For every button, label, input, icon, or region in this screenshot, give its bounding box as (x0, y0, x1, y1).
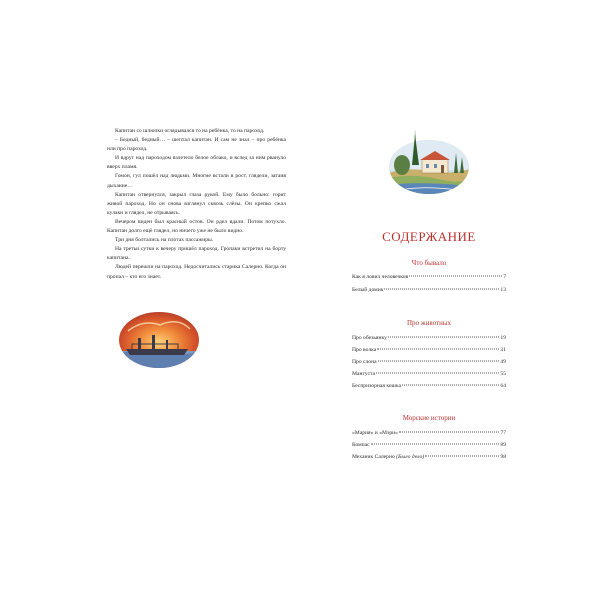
leader-dots (371, 444, 500, 445)
toc-entry-page: 31 (500, 347, 506, 353)
leader-dots (376, 373, 499, 374)
leader-dots (399, 432, 499, 433)
toc-entry-page: 89 (500, 442, 506, 448)
toc-entry-title: Белый домик (352, 287, 384, 293)
toc-entry[interactable] (352, 334, 506, 343)
toc-entry-title: Беспризорная кошка (352, 383, 401, 389)
section-heading: Морские истории (402, 414, 456, 422)
toc-entry-title (352, 453, 424, 462)
toc-entry-title: Про волка (352, 347, 377, 353)
house-on-shore-vignette (388, 123, 470, 198)
paragraph: Людей перешли на пароход. Недосчитались старика Салерно. Когда он пропал – кто его знает. (107, 264, 286, 280)
toc-entry-title: Как я ловил человечков (352, 274, 409, 280)
toc-entry[interactable] (352, 429, 506, 438)
toc-entry-page: 49 (500, 359, 506, 365)
toc-entry-title: «Мария» и «Мэри» (352, 430, 398, 436)
leader-dots (409, 276, 502, 277)
leader-dots (425, 456, 499, 457)
toc-entry[interactable] (352, 358, 506, 367)
paragraph: Капитан со шлюпки оглядывался то на ребёнка, то на пароход. (115, 128, 265, 134)
leader-dots (378, 361, 500, 362)
toc-entry-page: 64 (500, 383, 506, 389)
toc-entry[interactable] (352, 370, 506, 379)
toc-entry-title: Компас (352, 442, 370, 448)
toc-entry[interactable] (352, 286, 506, 295)
toc-entry-page: 77 (500, 430, 506, 436)
paragraph: На третьи сутки к вечеру пришёл пароход. Гропаки встретил на борту капитана. (107, 246, 286, 262)
leader-dots (388, 337, 499, 338)
toc-entry-page: 98 (500, 454, 506, 460)
leader-dots (402, 385, 499, 386)
toc-entry[interactable] (352, 453, 506, 462)
toc-entry[interactable] (352, 441, 506, 450)
paragraph: И вдруг над пароходом взлетело белое облако, и вслед за ним рвануло вверх пламя. (107, 155, 286, 171)
toc-entry-page: 55 (500, 371, 506, 377)
toc-title: СОДЕРЖАНИЕ (382, 229, 476, 244)
leader-dots (384, 289, 499, 290)
toc-entry-title: Про обезьянку (352, 335, 387, 341)
paragraph: Капитан отвернулся, закрыл глаза рукой. Ему было больно: горит живой пароход. Но он снова взглянул сквозь слёзы. Он крепко сжал кулаки и глядел, не отрываясь. (107, 191, 286, 216)
paragraph: Гомон, гул пошёл над людьми. Многие встали в рост, глядели, затаив дыхание… (107, 173, 286, 189)
toc-entry-title-main: Механик Салерно (352, 454, 395, 460)
section-heading: Что бывало (411, 259, 447, 267)
toc-entry-title-italic: (Было дело) (396, 454, 425, 460)
toc-entry[interactable] (352, 382, 506, 391)
leader-dots (377, 349, 499, 350)
toc-entry-page: 19 (500, 335, 506, 341)
toc-entry[interactable] (352, 273, 506, 282)
toc-entry-page: 7 (503, 274, 506, 280)
paragraph: – Бедный, бедный… – шептал капитан. И сам не знал – про ребёнка или про пароход. (107, 137, 286, 153)
paragraph: Три дня болтались на плотах пассажиры. (115, 237, 214, 244)
burning-steamship-vignette (118, 311, 200, 369)
section-heading: Про животных (406, 319, 452, 327)
story-text-block (107, 127, 286, 282)
toc-entry-page: 13 (500, 287, 506, 293)
toc-entry-title: Про слона (352, 359, 377, 365)
paragraph: Вечером виден был красный остов. Он рдел вдали. Потом потухло. Капитан долго ещё глядел, но ничего уже не было видно. (107, 218, 286, 235)
toc-entry[interactable] (352, 346, 506, 355)
toc-entry-title: Мангуста (352, 371, 376, 377)
